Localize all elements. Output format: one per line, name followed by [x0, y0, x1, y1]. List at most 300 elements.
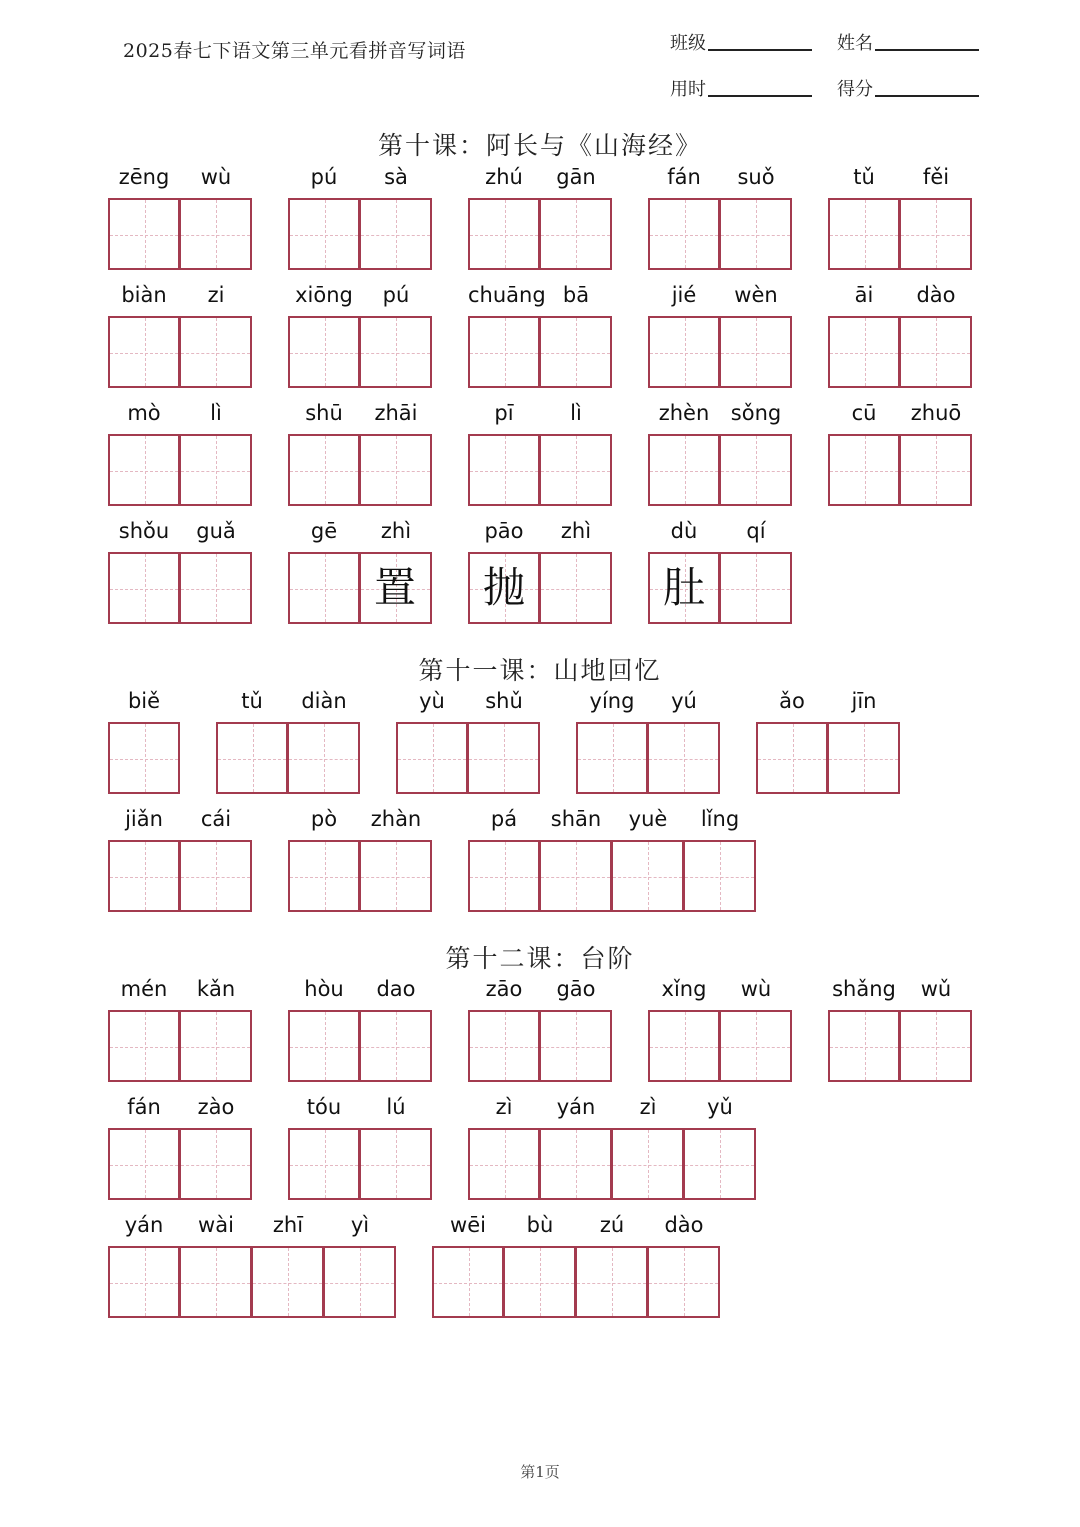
pinyin-label: zi: [207, 283, 225, 307]
writing-box[interactable]: [828, 1010, 900, 1082]
guide-line-horizontal: [361, 877, 430, 878]
guide-line-vertical: [145, 318, 146, 386]
guide-line-vertical: [505, 1012, 506, 1080]
guide-line-vertical: [325, 1012, 326, 1080]
guide-line-vertical: [216, 1130, 217, 1198]
pinyin-label: āi: [854, 283, 874, 307]
guide-line-horizontal: [470, 353, 538, 354]
guide-line-horizontal: [830, 235, 898, 236]
guide-line-horizontal: [290, 235, 358, 236]
writing-box[interactable]: [216, 722, 288, 794]
pinyin-label: lú: [386, 1095, 406, 1119]
pinyin-label: zì: [639, 1095, 657, 1119]
writing-box[interactable]: [360, 1128, 432, 1200]
writing-box[interactable]: [684, 1128, 756, 1200]
writing-box[interactable]: [108, 840, 180, 912]
guide-line-vertical: [684, 1248, 685, 1316]
guide-line-vertical: [756, 554, 757, 622]
guide-line-horizontal: [470, 877, 538, 878]
writing-box[interactable]: [468, 1010, 540, 1082]
guide-line-vertical: [433, 724, 434, 792]
guide-line-horizontal: [721, 471, 790, 472]
guide-line-vertical: [720, 1130, 721, 1198]
writing-box[interactable]: [288, 840, 360, 912]
writing-box[interactable]: [360, 434, 432, 506]
guide-line-horizontal: [830, 1047, 898, 1048]
guide-line-horizontal: [434, 1283, 502, 1284]
writing-box[interactable]: [720, 1010, 792, 1082]
worksheet-title: 2025春七下语文第三单元看拼音写词语: [123, 40, 466, 62]
writing-box[interactable]: [900, 316, 972, 388]
writing-box[interactable]: [720, 552, 792, 624]
pinyin-label: yù: [419, 689, 445, 713]
guide-line-horizontal: [830, 353, 898, 354]
guide-line-vertical: [145, 1130, 146, 1198]
guide-line-vertical: [396, 1130, 397, 1198]
guide-line-horizontal: [181, 1165, 250, 1166]
writing-box[interactable]: [540, 1128, 612, 1200]
writing-box[interactable]: [468, 722, 540, 794]
pinyin-label: shǔ: [485, 689, 523, 713]
guide-line-vertical: [396, 1012, 397, 1080]
guide-line-vertical: [685, 200, 686, 268]
guide-line-horizontal: [361, 235, 430, 236]
writing-box[interactable]: [612, 840, 684, 912]
pinyin-label: shū: [305, 401, 343, 425]
writing-box[interactable]: [360, 316, 432, 388]
given-character: 置: [373, 563, 416, 612]
guide-line-vertical: [793, 724, 794, 792]
writing-box[interactable]: [180, 552, 252, 624]
guide-line-vertical: [216, 318, 217, 386]
writing-box[interactable]: [540, 840, 612, 912]
guide-line-horizontal: [721, 235, 790, 236]
writing-box[interactable]: [360, 1010, 432, 1082]
guide-line-vertical: [324, 724, 325, 792]
pinyin-label: pò: [310, 807, 338, 831]
guide-line-vertical: [145, 1248, 146, 1316]
pinyin-label: biàn: [121, 283, 167, 307]
guide-line-horizontal: [541, 353, 610, 354]
pinyin-label: sà: [384, 165, 408, 189]
guide-line-vertical: [216, 1012, 217, 1080]
guide-line-vertical: [865, 1012, 866, 1080]
pinyin-label: kǎn: [196, 977, 236, 1001]
writing-box[interactable]: [468, 840, 540, 912]
guide-line-vertical: [325, 436, 326, 504]
guide-line-vertical: [396, 842, 397, 910]
guide-line-horizontal: [901, 235, 970, 236]
guide-line-horizontal: [541, 877, 610, 878]
guide-line-vertical: [325, 1130, 326, 1198]
guide-line-vertical: [325, 554, 326, 622]
guide-line-vertical: [145, 436, 146, 504]
writing-box[interactable]: [180, 840, 252, 912]
pinyin-label: wài: [198, 1213, 234, 1237]
guide-line-vertical: [145, 724, 146, 792]
writing-box[interactable]: [252, 1246, 324, 1318]
writing-box[interactable]: [288, 1010, 360, 1082]
writing-box[interactable]: [180, 1246, 252, 1318]
writing-box[interactable]: [720, 316, 792, 388]
guide-line-vertical: [540, 1248, 541, 1316]
guide-line-vertical: [936, 1012, 937, 1080]
writing-box[interactable]: [180, 434, 252, 506]
guide-line-horizontal: [613, 1165, 682, 1166]
writing-box[interactable]: [288, 552, 360, 624]
writing-box[interactable]: [288, 316, 360, 388]
writing-box[interactable]: [288, 434, 360, 506]
guide-line-vertical: [576, 200, 577, 268]
writing-box[interactable]: [180, 1128, 252, 1200]
pinyin-label: gān: [556, 165, 596, 189]
writing-box[interactable]: [108, 198, 180, 270]
writing-box[interactable]: [468, 434, 540, 506]
writing-box[interactable]: [576, 722, 648, 794]
class-label: 班级: [670, 33, 706, 54]
pinyin-label: zhèn: [658, 401, 710, 425]
writing-box[interactable]: [720, 198, 792, 270]
guide-line-vertical: [505, 1130, 506, 1198]
lesson-11-title: 第十一课：山地回忆: [418, 656, 662, 685]
writing-box[interactable]: [108, 1010, 180, 1082]
score-field: [837, 75, 979, 101]
name-field: [837, 29, 979, 55]
guide-line-vertical: [865, 436, 866, 504]
writing-box[interactable]: [288, 1128, 360, 1200]
guide-line-vertical: [216, 200, 217, 268]
pinyin-label: pú: [310, 165, 338, 189]
writing-box[interactable]: [468, 1128, 540, 1200]
pinyin-label: mén: [120, 977, 168, 1001]
guide-line-horizontal: [649, 759, 718, 760]
pinyin-label: suǒ: [737, 165, 775, 189]
pinyin-label: shǒu: [118, 519, 170, 543]
pinyin-label: dào: [916, 283, 956, 307]
guide-line-horizontal: [290, 877, 358, 878]
guide-line-vertical: [325, 200, 326, 268]
writing-box[interactable]: [540, 198, 612, 270]
writing-box[interactable]: [828, 722, 900, 794]
guide-line-vertical: [325, 842, 326, 910]
guide-line-vertical: [865, 200, 866, 268]
writing-box[interactable]: [468, 198, 540, 270]
score-blank-line[interactable]: [875, 94, 979, 97]
pinyin-label: ǎo: [779, 689, 805, 713]
pinyin-label: zēng: [118, 165, 170, 189]
lesson-12-title: 第十二课：台阶: [445, 944, 635, 973]
writing-box[interactable]: [648, 1010, 720, 1082]
guide-line-vertical: [576, 1012, 577, 1080]
guide-line-vertical: [720, 842, 721, 910]
pinyin-label: lǐng: [700, 807, 740, 831]
guide-line-vertical: [685, 1012, 686, 1080]
guide-line-horizontal: [650, 471, 718, 472]
guide-line-horizontal: [181, 877, 250, 878]
pinyin-label: hòu: [304, 977, 344, 1001]
guide-line-vertical: [288, 1248, 289, 1316]
writing-box[interactable]: [648, 1246, 720, 1318]
guide-line-vertical: [756, 200, 757, 268]
writing-box[interactable]: [360, 198, 432, 270]
pinyin-label: jié: [671, 283, 697, 307]
pinyin-label: yǔ: [707, 1095, 733, 1119]
guide-line-horizontal: [578, 759, 646, 760]
guide-line-horizontal: [685, 1165, 754, 1166]
pinyin-label: wǔ: [920, 977, 952, 1001]
writing-box[interactable]: [180, 198, 252, 270]
guide-line-horizontal: [290, 589, 358, 590]
guide-line-horizontal: [650, 353, 718, 354]
guide-line-horizontal: [181, 235, 250, 236]
pinyin-label: wù: [200, 165, 232, 189]
guide-line-vertical: [216, 436, 217, 504]
guide-line-vertical: [648, 1130, 649, 1198]
guide-line-horizontal: [901, 353, 970, 354]
writing-box[interactable]: [540, 552, 612, 624]
writing-box[interactable]: [360, 840, 432, 912]
guide-line-horizontal: [829, 759, 898, 760]
guide-line-vertical: [865, 318, 866, 386]
guide-line-horizontal: [650, 235, 718, 236]
guide-line-vertical: [576, 318, 577, 386]
name-blank-line[interactable]: [875, 48, 979, 51]
writing-box[interactable]: [288, 198, 360, 270]
guide-line-horizontal: [325, 1283, 394, 1284]
guide-line-vertical: [685, 436, 686, 504]
guide-line-horizontal: [181, 1283, 250, 1284]
writing-box[interactable]: [180, 316, 252, 388]
pinyin-label: lì: [210, 401, 222, 425]
pinyin-label: diàn: [301, 689, 347, 713]
guide-line-horizontal: [541, 1047, 610, 1048]
writing-box[interactable]: [324, 1246, 396, 1318]
writing-box[interactable]: [108, 316, 180, 388]
pinyin-label: xiōng: [295, 283, 353, 307]
guide-line-vertical: [648, 842, 649, 910]
writing-box[interactable]: [900, 1010, 972, 1082]
guide-line-vertical: [576, 554, 577, 622]
guide-line-horizontal: [181, 353, 250, 354]
writing-box[interactable]: [108, 1246, 180, 1318]
guide-line-horizontal: [721, 589, 790, 590]
guide-line-horizontal: [470, 235, 538, 236]
pinyin-label: zhàn: [370, 807, 422, 831]
guide-line-horizontal: [830, 471, 898, 472]
pinyin-label: yán: [556, 1095, 596, 1119]
pinyin-label: fěi: [922, 165, 950, 189]
pinyin-label: fán: [667, 165, 701, 189]
guide-line-vertical: [936, 318, 937, 386]
writing-box[interactable]: [504, 1246, 576, 1318]
guide-line-horizontal: [541, 589, 610, 590]
guide-line-vertical: [684, 724, 685, 792]
guide-line-horizontal: [901, 1047, 970, 1048]
guide-line-vertical: [253, 724, 254, 792]
writing-box[interactable]: [468, 552, 540, 624]
writing-box[interactable]: [900, 434, 972, 506]
pinyin-label: dào: [664, 1213, 704, 1237]
pinyin-label: gē: [310, 519, 338, 543]
writing-box[interactable]: [432, 1246, 504, 1318]
writing-box[interactable]: [396, 722, 468, 794]
guide-line-horizontal: [361, 1165, 430, 1166]
guide-line-vertical: [685, 318, 686, 386]
writing-box[interactable]: [108, 1128, 180, 1200]
guide-line-horizontal: [721, 1047, 790, 1048]
guide-line-horizontal: [290, 471, 358, 472]
pinyin-label: zhī: [272, 1213, 304, 1237]
guide-line-vertical: [469, 1248, 470, 1316]
writing-box[interactable]: [756, 722, 828, 794]
pinyin-label: jīn: [851, 689, 877, 713]
writing-box[interactable]: [108, 434, 180, 506]
pinyin-label: dù: [670, 519, 698, 543]
writing-box[interactable]: [828, 316, 900, 388]
writing-box[interactable]: [648, 552, 720, 624]
pinyin-label: dao: [376, 977, 416, 1001]
pinyin-label: yú: [671, 689, 697, 713]
guide-line-vertical: [145, 200, 146, 268]
pinyin-label: yì: [350, 1213, 370, 1237]
guide-line-horizontal: [110, 589, 178, 590]
guide-line-horizontal: [110, 1047, 178, 1048]
writing-box[interactable]: [360, 552, 432, 624]
pinyin-label: mò: [127, 401, 161, 425]
guide-line-vertical: [613, 724, 614, 792]
guide-line-horizontal: [110, 1283, 178, 1284]
pinyin-label: tǔ: [241, 689, 263, 713]
pinyin-label: pá: [490, 807, 518, 831]
guide-line-vertical: [216, 842, 217, 910]
pinyin-label: zhuō: [910, 401, 962, 425]
time-blank-line[interactable]: [708, 94, 812, 97]
pinyin-label: cái: [200, 807, 232, 831]
pinyin-label: bù: [526, 1213, 554, 1237]
guide-line-horizontal: [650, 1047, 718, 1048]
guide-line-vertical: [756, 436, 757, 504]
guide-line-horizontal: [181, 1047, 250, 1048]
pinyin-label: qí: [746, 519, 766, 543]
guide-line-horizontal: [541, 471, 610, 472]
writing-box[interactable]: [468, 316, 540, 388]
page-number: 第1页: [520, 1463, 560, 1481]
pinyin-label: shǎng: [832, 977, 896, 1001]
guide-line-horizontal: [613, 877, 682, 878]
guide-line-horizontal: [685, 877, 754, 878]
guide-line-vertical: [360, 1248, 361, 1316]
guide-line-horizontal: [470, 471, 538, 472]
guide-line-horizontal: [541, 1165, 610, 1166]
guide-line-horizontal: [361, 1047, 430, 1048]
guide-line-vertical: [505, 436, 506, 504]
class-field: [670, 29, 812, 55]
guide-line-horizontal: [470, 1165, 538, 1166]
writing-box[interactable]: [648, 198, 720, 270]
guide-line-vertical: [396, 436, 397, 504]
pinyin-label: zāo: [485, 977, 523, 1001]
guide-line-horizontal: [290, 1165, 358, 1166]
writing-box[interactable]: [648, 434, 720, 506]
pinyin-label: tǔ: [853, 165, 875, 189]
writing-box[interactable]: [540, 1010, 612, 1082]
guide-line-horizontal: [398, 759, 466, 760]
guide-line-vertical: [505, 318, 506, 386]
guide-line-horizontal: [721, 353, 790, 354]
guide-line-vertical: [145, 1012, 146, 1080]
lesson-10-title: 第十课：阿长与《山海经》: [377, 131, 702, 160]
writing-box[interactable]: [648, 316, 720, 388]
pinyin-label: yíng: [589, 689, 635, 713]
guide-line-horizontal: [469, 759, 538, 760]
pinyin-label: jiǎn: [125, 807, 163, 831]
pinyin-label: zào: [197, 1095, 235, 1119]
pinyin-label: lì: [570, 401, 582, 425]
guide-line-horizontal: [218, 759, 286, 760]
pinyin-label: tóu: [306, 1095, 342, 1119]
guide-line-horizontal: [758, 759, 826, 760]
guide-line-horizontal: [253, 1283, 322, 1284]
pinyin-label: pī: [494, 401, 514, 425]
writing-box[interactable]: [648, 722, 720, 794]
pinyin-label: chuāng: [468, 283, 546, 307]
pinyin-label: zhāi: [374, 401, 418, 425]
guide-line-vertical: [576, 842, 577, 910]
guide-line-vertical: [145, 554, 146, 622]
writing-box[interactable]: [540, 316, 612, 388]
guide-line-horizontal: [181, 471, 250, 472]
pinyin-label: xǐng: [661, 977, 707, 1001]
pinyin-label: yuè: [628, 807, 668, 831]
score-label: 得分: [837, 79, 873, 100]
writing-box[interactable]: [612, 1128, 684, 1200]
guide-line-vertical: [756, 318, 757, 386]
guide-line-horizontal: [649, 1283, 718, 1284]
writing-box[interactable]: [828, 434, 900, 506]
pinyin-label: zì: [495, 1095, 513, 1119]
guide-line-vertical: [145, 842, 146, 910]
writing-box[interactable]: [720, 434, 792, 506]
guide-line-vertical: [576, 1130, 577, 1198]
writing-box[interactable]: [900, 198, 972, 270]
writing-box[interactable]: [828, 198, 900, 270]
pinyin-label: zhì: [560, 519, 592, 543]
writing-box[interactable]: [576, 1246, 648, 1318]
guide-line-horizontal: [361, 471, 430, 472]
guide-line-vertical: [505, 200, 506, 268]
guide-line-vertical: [216, 554, 217, 622]
pinyin-label: fán: [127, 1095, 161, 1119]
guide-line-horizontal: [290, 353, 358, 354]
guide-line-horizontal: [110, 877, 178, 878]
guide-line-horizontal: [289, 759, 358, 760]
class-blank-line[interactable]: [708, 48, 812, 51]
guide-line-horizontal: [541, 235, 610, 236]
writing-box[interactable]: [288, 722, 360, 794]
writing-box[interactable]: [108, 722, 180, 794]
guide-line-vertical: [936, 200, 937, 268]
writing-box[interactable]: [540, 434, 612, 506]
guide-line-horizontal: [290, 1047, 358, 1048]
name-label: 姓名: [837, 33, 873, 54]
guide-line-horizontal: [110, 471, 178, 472]
guide-line-vertical: [936, 436, 937, 504]
writing-box[interactable]: [684, 840, 756, 912]
writing-box[interactable]: [108, 552, 180, 624]
guide-line-horizontal: [110, 235, 178, 236]
guide-line-vertical: [504, 724, 505, 792]
writing-box[interactable]: [180, 1010, 252, 1082]
